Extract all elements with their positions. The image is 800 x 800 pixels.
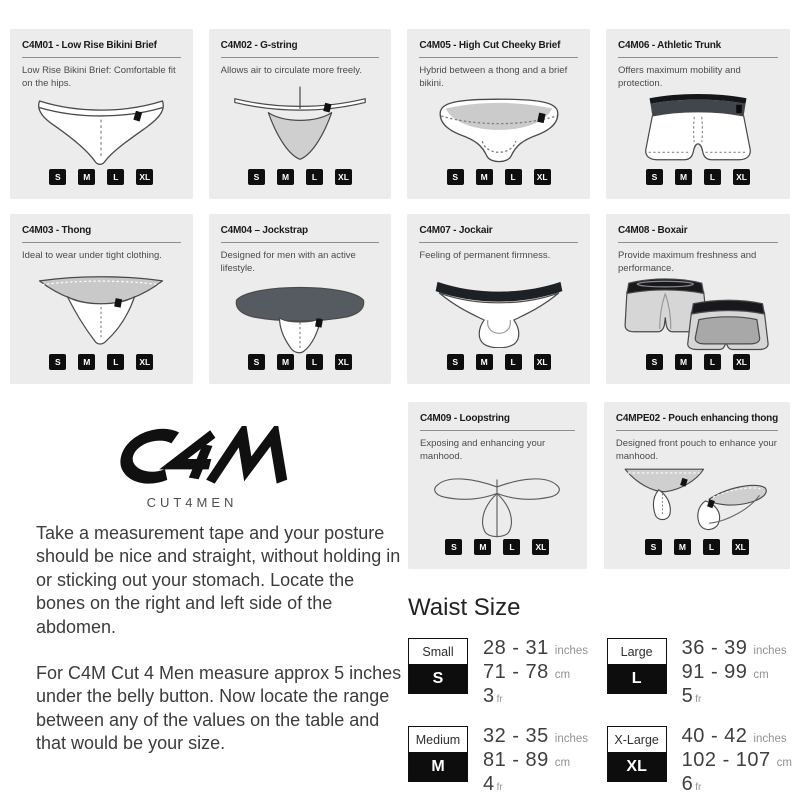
waist-size-grid	[408, 638, 792, 798]
product-title: C4M04 – Jockstrap	[220, 225, 308, 236]
inches-unit: inches	[753, 733, 787, 745]
size-box	[607, 726, 667, 782]
size-badge-l: L	[306, 169, 323, 185]
size-badge-l: L	[306, 354, 323, 370]
size-badge-s: S	[49, 169, 66, 185]
size-badge-l: L	[107, 354, 124, 370]
product-description: Exposing and enhancing your manhood.	[420, 438, 546, 462]
size-label: X-Large	[608, 727, 666, 752]
size-letter: L	[608, 664, 666, 693]
inches-unit: inches	[554, 733, 589, 745]
high-cut-cheeky-brief-illustration	[419, 90, 578, 167]
size-badge-l: L	[505, 354, 522, 370]
size-badge-xl: XL	[532, 539, 549, 555]
size-badges	[616, 539, 778, 555]
athletic-trunk-illustration	[618, 90, 778, 167]
product-title: C4M05 - High Cut Cheeky Brief	[419, 40, 561, 51]
divider	[22, 57, 181, 58]
product-description: Designed front pouch to enhance your manhood.	[615, 438, 777, 462]
divider	[616, 430, 778, 431]
divider	[618, 242, 778, 243]
product-title: C4M03 - Thong	[22, 225, 92, 236]
product-title: C4M08 - Boxair	[618, 225, 688, 236]
product-card-c4m06	[606, 29, 790, 199]
divider	[420, 430, 575, 431]
loopstring-illustration	[420, 463, 575, 537]
fr-value: 4	[483, 773, 495, 795]
size-badge-m: M	[674, 539, 691, 555]
divider	[22, 242, 181, 243]
size-badge-s: S	[248, 354, 265, 370]
size-badge-s: S	[49, 354, 66, 370]
waist-entry-large	[607, 638, 792, 710]
inches-value: 40 - 42	[681, 725, 748, 747]
size-badges	[618, 354, 778, 370]
product-card-c4m01	[10, 29, 193, 199]
cm-unit: cm	[753, 669, 769, 681]
size-badge-s: S	[248, 169, 265, 185]
fr-value: 5	[681, 685, 694, 707]
size-badge-m: M	[78, 354, 95, 370]
measurements	[682, 726, 792, 798]
size-badge-m: M	[476, 354, 493, 370]
size-badge-xl: XL	[733, 169, 750, 185]
size-label: Large	[608, 639, 666, 664]
divider	[618, 57, 778, 58]
size-badge-m: M	[675, 169, 692, 185]
size-badges	[221, 169, 380, 185]
size-badge-m: M	[476, 169, 493, 185]
product-description: Low Rise Bikini Brief: Comfortable fit on the hips.	[22, 65, 176, 89]
size-badge-s: S	[445, 539, 462, 555]
product-title: C4MPE02 - Pouch enhancing thong	[615, 413, 778, 424]
instructions-paragraph-1: Take a measurement tape and your posture should be nice and straight, without holding in or sticking out your stomach. Locate the bones on the right and left side of the abdomen.	[36, 523, 401, 637]
divider	[221, 57, 380, 58]
waist-size-title: Waist Size	[408, 594, 521, 621]
size-label: Medium	[409, 727, 467, 752]
boxair-illustration	[618, 275, 778, 352]
size-badge-m: M	[78, 169, 95, 185]
product-description: Designed for men with an active lifestyle.	[220, 250, 356, 274]
measurement-instructions	[36, 522, 402, 779]
inches-value: 36 - 39	[681, 637, 748, 659]
size-badges	[22, 169, 181, 185]
product-card-c4m02	[209, 29, 392, 199]
cm-value: 91 - 99	[681, 661, 748, 683]
pouch-enhancing-thong-illustration	[616, 463, 778, 537]
waist-entry-small	[408, 638, 589, 710]
inches-unit: inches	[753, 645, 787, 657]
size-badge-xl: XL	[733, 354, 750, 370]
c4m-logo-icon	[75, 426, 310, 488]
size-badge-s: S	[645, 539, 662, 555]
size-badge-l: L	[505, 169, 522, 185]
waist-entry-xlarge	[607, 726, 792, 798]
instructions-paragraph-2: For C4M Cut 4 Men measure approx 5 inches under the belly button. Now locate the range between any of the values on the table and that would be your size.	[36, 662, 402, 754]
product-card-c4mpe02	[604, 402, 790, 569]
size-badge-m: M	[675, 354, 692, 370]
size-badge-l: L	[503, 539, 520, 555]
size-badges	[221, 354, 380, 370]
size-badge-l: L	[704, 169, 721, 185]
divider	[419, 57, 578, 58]
size-label: Small	[409, 639, 467, 664]
measurements	[483, 638, 588, 710]
size-badge-l: L	[704, 354, 721, 370]
waist-entry-medium	[408, 726, 589, 798]
fr-unit: fr	[496, 694, 503, 705]
product-card-c4m07	[407, 214, 590, 384]
thong-illustration	[22, 263, 181, 352]
size-badges	[420, 539, 575, 555]
size-badge-m: M	[277, 354, 294, 370]
brand-block	[58, 426, 326, 510]
size-badge-xl: XL	[335, 354, 352, 370]
divider	[419, 242, 578, 243]
cm-unit: cm	[554, 757, 571, 769]
inches-unit: inches	[554, 645, 589, 657]
product-title: C4M01 - Low Rise Bikini Brief	[22, 40, 157, 51]
product-card-c4m09	[408, 402, 587, 569]
g-string-illustration	[221, 78, 380, 167]
size-badge-m: M	[277, 169, 294, 185]
cm-value: 71 - 78	[483, 661, 549, 683]
measurements	[483, 726, 588, 798]
size-letter: XL	[608, 752, 666, 781]
fr-unit: fr	[496, 782, 503, 793]
product-title: C4M02 - G-string	[220, 40, 298, 51]
product-title: C4M07 - Jockair	[419, 225, 493, 236]
size-badges	[419, 169, 578, 185]
size-badge-xl: XL	[534, 354, 551, 370]
product-card-c4m04	[209, 214, 392, 384]
size-badge-xl: XL	[136, 169, 153, 185]
product-description: Ideal to wear under tight clothing.	[22, 250, 162, 261]
size-badges	[22, 354, 181, 370]
jockair-illustration	[419, 263, 578, 352]
size-badge-s: S	[447, 354, 464, 370]
size-badge-s: S	[646, 169, 663, 185]
size-badge-s: S	[646, 354, 663, 370]
fr-value: 6	[681, 773, 694, 795]
product-card-c4m05	[407, 29, 590, 199]
product-grid	[10, 29, 790, 384]
divider	[221, 242, 380, 243]
inches-value: 28 - 31	[483, 637, 549, 659]
size-box	[607, 638, 667, 694]
size-badge-xl: XL	[732, 539, 749, 555]
fr-value: 3	[483, 685, 495, 707]
jockstrap-illustration	[221, 275, 380, 352]
fr-unit: fr	[695, 782, 702, 793]
size-badge-l: L	[107, 169, 124, 185]
brand-subtext: CUT4MEN	[146, 495, 238, 510]
size-box	[408, 638, 468, 694]
size-badge-xl: XL	[136, 354, 153, 370]
inches-value: 32 - 35	[483, 725, 549, 747]
cm-value: 81 - 89	[483, 749, 549, 771]
size-letter: M	[409, 752, 467, 781]
waist-size-section	[408, 594, 792, 798]
fr-unit: fr	[695, 694, 702, 705]
size-badge-s: S	[447, 169, 464, 185]
product-description: Feeling of permanent firmness.	[419, 250, 551, 261]
product-title: C4M06 - Athletic Trunk	[618, 40, 722, 51]
cm-unit: cm	[554, 669, 571, 681]
product-description: Allows air to circulate more freely.	[220, 65, 362, 76]
product-description: Offers maximum mobility and protection.	[618, 65, 741, 89]
size-badge-xl: XL	[335, 169, 352, 185]
size-badge-xl: XL	[534, 169, 551, 185]
size-badge-l: L	[703, 539, 720, 555]
cm-unit: cm	[776, 757, 792, 769]
cm-value: 102 - 107	[681, 749, 771, 771]
size-letter: S	[409, 664, 467, 693]
product-description: Provide maximum freshness and performance.	[618, 250, 757, 274]
size-badges	[618, 169, 778, 185]
product-description: Hybrid between a thong and a brief bikini.	[419, 65, 568, 89]
size-badges	[419, 354, 578, 370]
product-card-c4m03	[10, 214, 193, 384]
measurements	[682, 638, 787, 710]
product-grid-row3	[408, 402, 790, 569]
product-card-c4m08	[606, 214, 790, 384]
size-badge-m: M	[474, 539, 491, 555]
size-box	[408, 726, 468, 782]
low-rise-bikini-brief-illustration	[22, 90, 181, 167]
product-title: C4M09 - Loopstring	[420, 413, 510, 424]
